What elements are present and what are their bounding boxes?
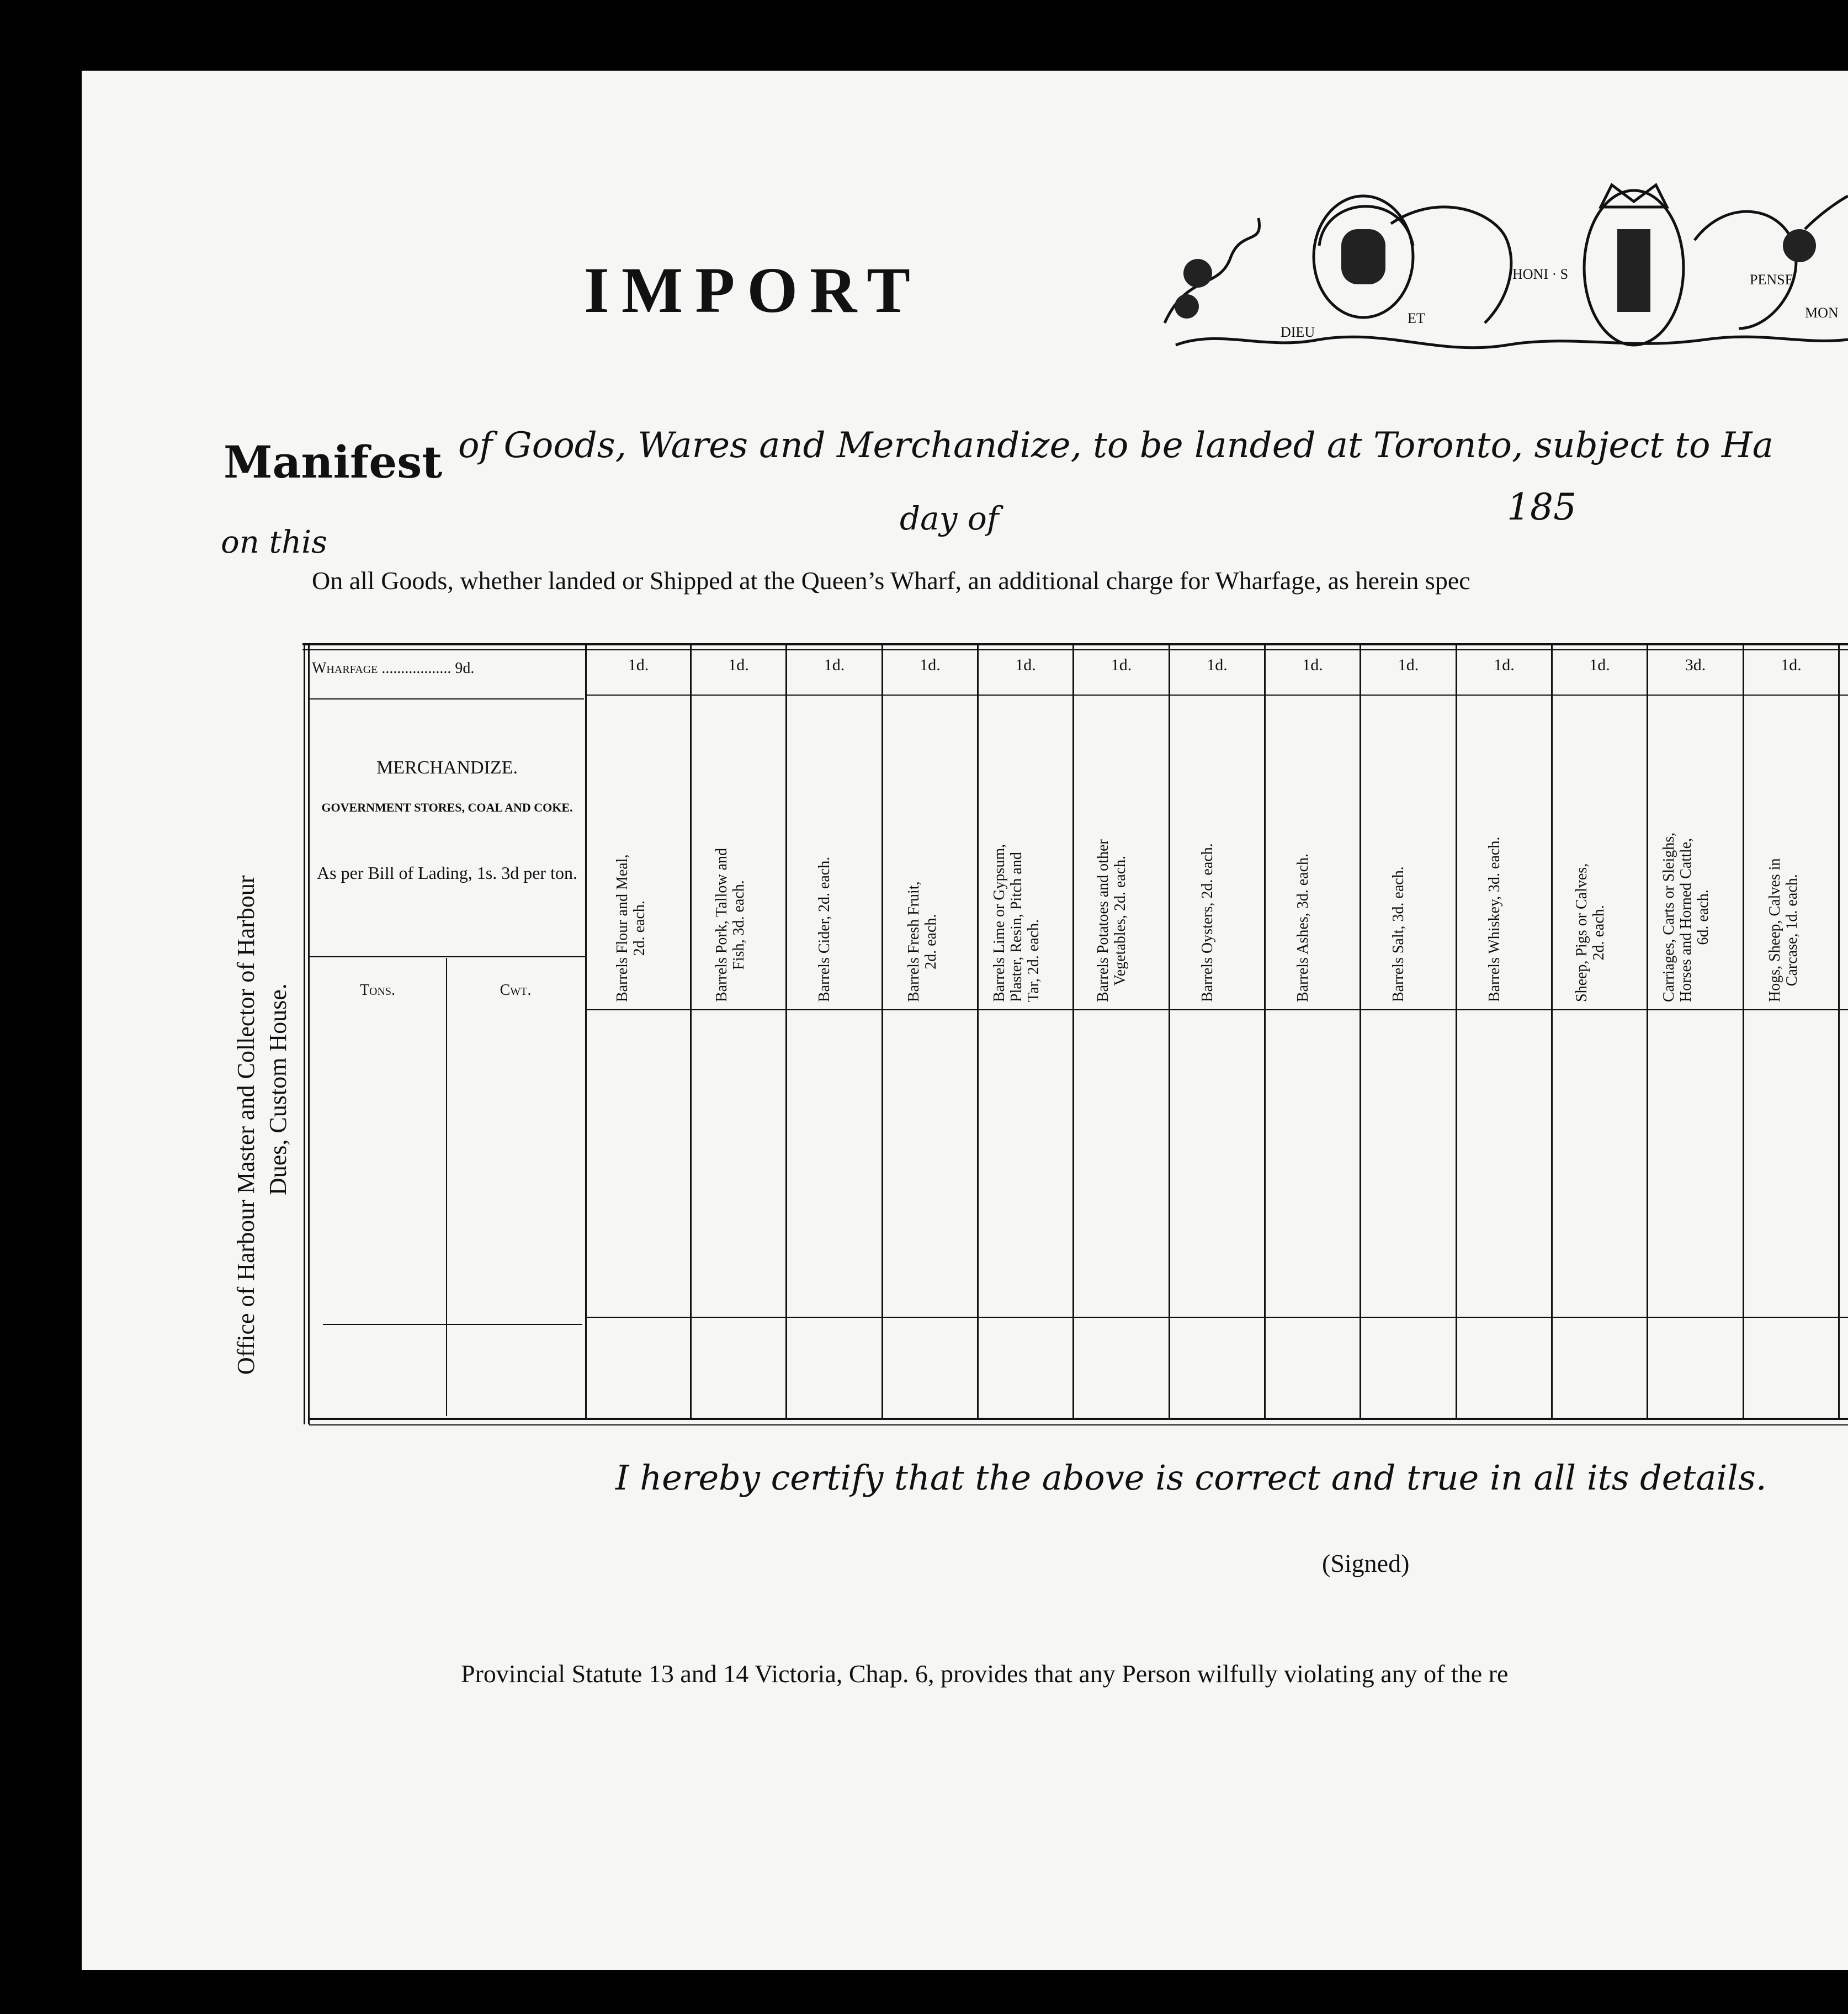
- column-heading: [1573, 863, 1607, 1002]
- column-heading-line: Vegetables, 2d. each.: [1112, 855, 1129, 986]
- column-heading-line: Barrels Ashes, 3d. each.: [1294, 853, 1311, 1002]
- wharfage-label-text: Wharfage: [312, 660, 378, 677]
- column-rate: 1d.: [1207, 656, 1228, 674]
- crest-motto-3: HONI · S: [1512, 266, 1569, 282]
- merch-title: MERCHANDIZE.: [376, 757, 518, 778]
- column-heading: [1766, 858, 1801, 1002]
- column-rate: 3d.: [1685, 656, 1706, 674]
- column-heading-line: Barrels Lime or Gypsum,: [991, 844, 1008, 1002]
- year-label: 185: [1507, 486, 1576, 528]
- column-rate: 1d.: [1494, 656, 1515, 674]
- certify-statement: I hereby certify that the above is correct and true in all its details.: [615, 1458, 1767, 1498]
- side-label-line1: Office of Harbour Master and Collector of Harbour: [232, 875, 259, 1375]
- column-heading-line: 2d. each.: [1590, 905, 1607, 961]
- wharfage-dots: ..................: [381, 660, 452, 677]
- column-rate: 1d.: [920, 656, 941, 674]
- column-heading-line: Barrels Fresh Fruit,: [905, 881, 922, 1002]
- side-label-line2: Dues, Custom House.: [264, 983, 291, 1195]
- column-heading: [1660, 833, 1712, 1002]
- royal-crest-image: [1154, 163, 1848, 395]
- merch-note: As per Bill of Lading, 1s. 3d per ton.: [317, 863, 577, 883]
- crest-motto-5: MON: [1805, 305, 1839, 321]
- manifest-word: Manifest: [224, 436, 443, 488]
- column-heading-line: Fish, 3d. each.: [730, 880, 747, 970]
- manifest-line: of Goods, Wares and Merchandize, to be landed at Toronto, subject to Ha: [458, 425, 1773, 466]
- column-rate: 1d.: [824, 656, 845, 674]
- column-heading-line: Barrels Oysters, 2d. each.: [1199, 843, 1216, 1002]
- column-heading: [1486, 837, 1503, 1002]
- column-heading-line: 6d. each.: [1695, 889, 1712, 945]
- column-heading: [816, 857, 833, 1002]
- wharfage-label: [312, 660, 474, 677]
- column-heading: [1095, 839, 1129, 1002]
- cwt-header: Cwt.: [500, 982, 532, 999]
- scan-edge-bottom: [0, 1970, 1848, 2014]
- column-rate: 1d.: [1015, 656, 1036, 674]
- column-heading-line: 2d. each.: [631, 900, 648, 956]
- column-heading-line: 2d. each.: [922, 914, 939, 969]
- column-heading-line: Horses and Horned Cattle,: [1677, 838, 1695, 1002]
- column-heading-line: Carcase, 1d. each.: [1783, 874, 1801, 987]
- crest-motto-4: PENSE: [1750, 272, 1794, 288]
- merch-subtitle: GOVERNMENT STORES, COAL AND COKE.: [321, 801, 573, 814]
- crest-motto-1: DIEU: [1281, 324, 1315, 340]
- column-heading-line: Barrels Whiskey, 3d. each.: [1486, 836, 1503, 1002]
- column-heading-line: Hogs, Sheep, Calves in: [1766, 858, 1783, 1002]
- column-heading: [1199, 843, 1216, 1002]
- column-heading-line: Plaster, Resin, Pitch and: [1008, 852, 1025, 1002]
- column-rate: 1d.: [1589, 656, 1610, 674]
- day-of-label: day of: [900, 500, 999, 537]
- form-title: IMPORT: [584, 254, 922, 326]
- wharfage-notice: On all Goods, whether landed or Shipped at the Queen’s Wharf, an additional charge for Wharfage, as herein spec: [312, 566, 1470, 595]
- column-rate: 1d.: [1781, 656, 1802, 674]
- on-this-label: on this: [221, 524, 327, 560]
- column-heading-line: Barrels Potatoes and other: [1095, 839, 1112, 1002]
- column-heading-line: Barrels Pork, Tallow and: [713, 847, 730, 1002]
- column-heading-line: Tar, 2d. each.: [1025, 919, 1042, 1002]
- column-rate: 1d.: [1398, 656, 1419, 674]
- column-rate: 1d.: [1302, 656, 1323, 674]
- column-heading: [614, 855, 648, 1003]
- crest-motto-2: ET: [1408, 310, 1425, 326]
- column-heading: [1294, 854, 1311, 1002]
- column-heading-line: Sheep, Pigs or Calves,: [1573, 863, 1590, 1002]
- column-heading-line: Barrels Cider, 2d. each.: [816, 856, 833, 1002]
- tons-header: Tons.: [359, 982, 396, 999]
- column-heading: [991, 844, 1042, 1002]
- column-rate: 1d.: [728, 656, 749, 674]
- scan-edge-top: [0, 0, 1848, 71]
- column-heading: [905, 881, 939, 1002]
- column-heading: [713, 848, 747, 1002]
- column-heading: [1390, 866, 1407, 1002]
- wharfage-rate: 9d.: [455, 660, 475, 677]
- column-heading-line: Barrels Flour and Meal,: [614, 854, 631, 1002]
- signed-label: (Signed): [1322, 1549, 1410, 1577]
- column-rate: 1d.: [628, 656, 649, 674]
- column-heading-line: Carriages, Carts or Sleighs,: [1660, 832, 1677, 1002]
- statute-notice: Provincial Statute 13 and 14 Victoria, Chap. 6, provides that any Person wilfully violating any of the re: [461, 1660, 1509, 1688]
- column-heading-line: Barrels Salt, 3d. each.: [1390, 866, 1407, 1002]
- column-rate: 1d.: [1111, 656, 1132, 674]
